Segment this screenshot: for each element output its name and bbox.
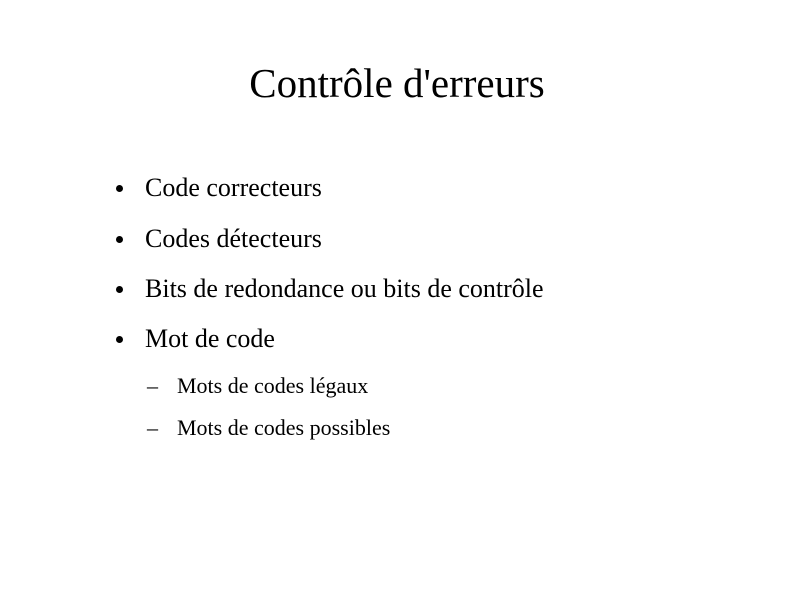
dash-icon: – (147, 415, 158, 440)
sub-bullet-text: Mots de codes possibles (177, 415, 391, 440)
bullet-dot-icon (116, 286, 123, 293)
bullet-text: Bits de redondance ou bits de contrôle (145, 274, 544, 303)
dash-icon: – (147, 373, 158, 398)
bullet-dot-icon (116, 236, 123, 243)
slide-title: Contrôle d'erreurs (249, 60, 545, 106)
bullet-text: Mot de code (145, 324, 275, 353)
bullet-dot-icon (116, 185, 123, 192)
sub-bullet-text: Mots de codes légaux (177, 373, 369, 398)
bullet-dot-icon (116, 336, 123, 343)
bullet-text: Codes détecteurs (145, 224, 322, 253)
bullet-text: Code correcteurs (145, 173, 322, 202)
